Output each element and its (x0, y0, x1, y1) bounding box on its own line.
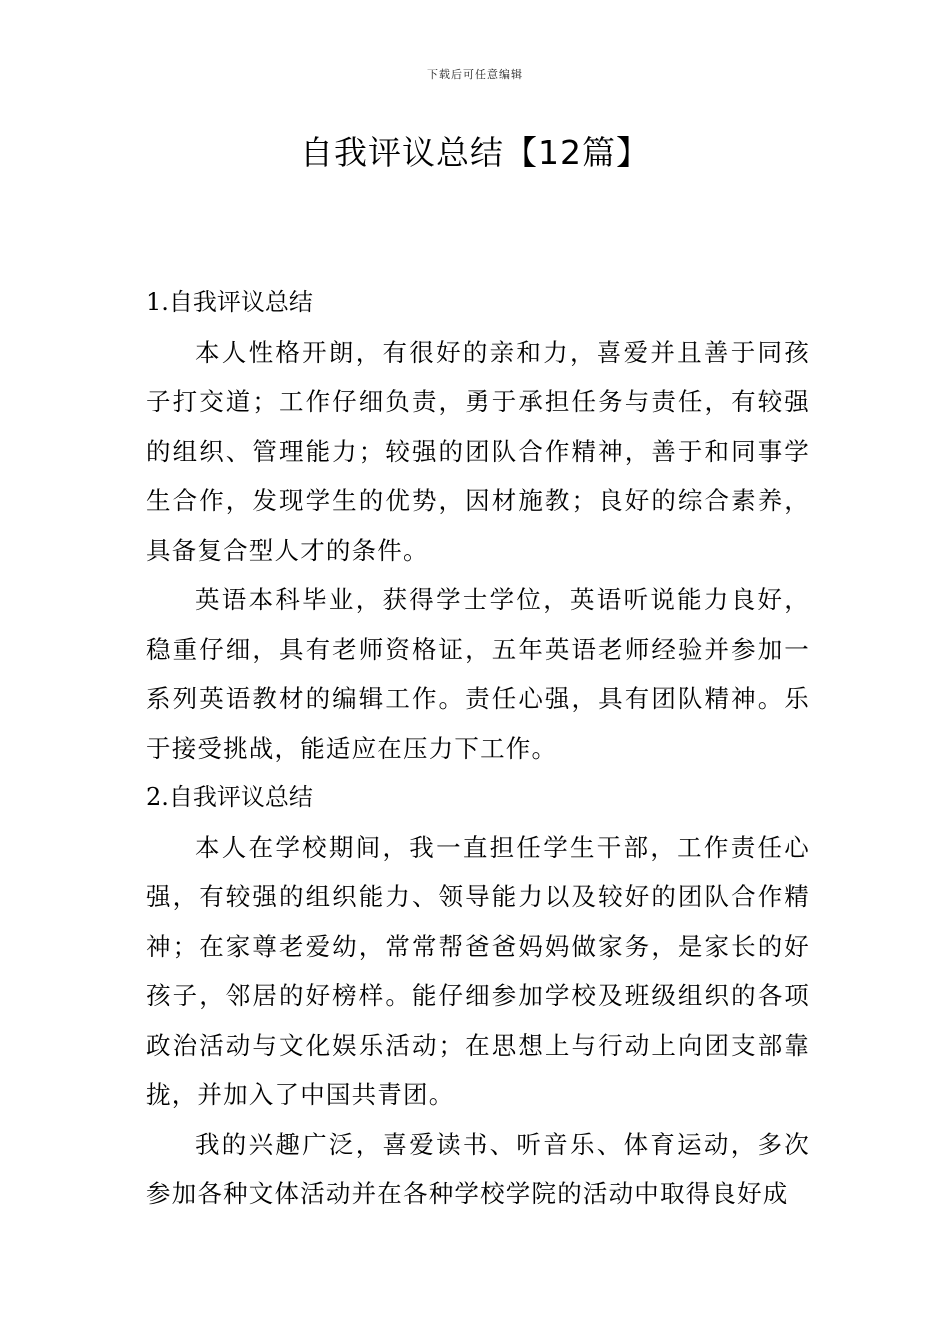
paragraph: 本人性格开朗，有很好的亲和力，喜爱并且善于同孩子打交道；工作仔细负责，勇于承担任务与责任，有较强的组织、管理能力；较强的团队合作精神，善于和同事学生合作，发现学生的优势，因材施教；良好的综合素养，具备复合型人才的条件。 (146, 337, 810, 565)
section-2 (146, 773, 810, 1219)
section-heading: 2.自我评议总结 (146, 783, 313, 811)
header-note: 下载后可任意编辑 (427, 68, 523, 81)
section-1 (146, 278, 810, 773)
document-body (146, 278, 810, 1219)
section-heading: 1.自我评议总结 (146, 288, 313, 316)
paragraph: 本人在学校期间，我一直担任学生干部，工作责任心强，有较强的组织能力、领导能力以及较好的团队合作精神；在家尊老爱幼，常常帮爸爸妈妈做家务，是家长的好孩子，邻居的好榜样。能仔细参加学校及班级组织的各项政治活动与文化娱乐活动；在思想上与行动上向团支部靠拢，并加入了中国共青团。 (146, 832, 810, 1109)
paragraph: 我的兴趣广泛，喜爱读书、听音乐、体育运动，多次参加各种文体活动并在各种学校学院的活动中取得良好成 (146, 1129, 810, 1208)
paragraph: 英语本科毕业，获得学士学位，英语听说能力良好，稳重仔细，具有老师资格证，五年英语老师经验并参加一系列英语教材的编辑工作。责任心强，具有团队精神。乐于接受挑战，能适应在压力下工作。 (146, 585, 810, 763)
document-title: 自我评议总结【12篇】 (300, 133, 650, 172)
